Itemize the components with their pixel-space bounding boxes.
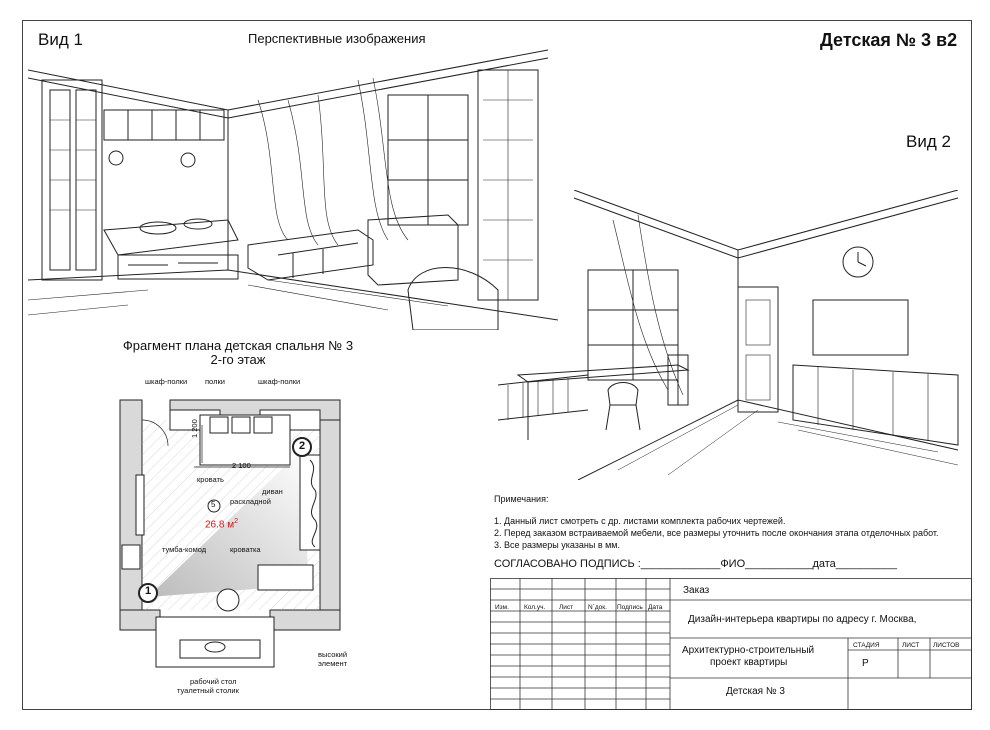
view1-perspective-drawing [28,40,558,330]
tb-sheet-header: ЛИСТ [902,642,920,649]
label-nightstand: тумба-комод [162,545,207,554]
label-dim-1200: 1 200 [190,419,199,438]
view1-label: Вид 1 [38,30,83,49]
room-floor-plan [110,385,350,690]
label-tall-element-line1: высокий [318,650,348,659]
label-bed: кровать [197,475,224,484]
label-tall-element-line2: элемент [318,659,348,668]
label-wardrobe-shelves-left: шкаф-полки [145,377,188,386]
label-sofa-line1: диван [262,487,283,496]
tb-sheet-name: Детская № 3 [726,686,785,697]
wall-right [320,420,340,630]
label-desk-line1: рабочий стол [190,677,237,686]
label-marker-2: 2 [299,440,306,452]
label-area-sup: 2 [234,518,239,525]
view2-label: Вид 2 [906,132,951,151]
label-marker-1: 1 [145,585,152,597]
label-shelves: полки [205,377,225,386]
label-dim-2100: 2 100 [232,461,251,470]
note-item-1: 1. Данный лист смотреть с др. листами комплекта рабочих чертежей. [494,516,786,526]
tb-col-kol: Кол.уч. [524,604,546,611]
label-room-number: 5 [211,500,216,509]
tb-col-list: Лист [559,604,574,611]
sheet-title: Детская № 3 в2 [820,30,958,50]
note-item-3: 3. Все размеры указаны в мм. [494,540,620,550]
tb-col-doc: N`док. [588,604,607,611]
label-area [205,518,238,530]
note-item-2: 2. Перед заказом встраиваемой мебели, все размеры уточнить после окончания этапа отделочных работ. [494,528,939,538]
label-area-value: 26.8 м [205,519,235,531]
approval-line: СОГЛАСОВАНО ПОДПИСЬ :_____________ФИО___________дата__________ [494,558,897,570]
tb-col-sign: Подпись [617,604,643,611]
label-crib: кроватка [230,545,261,554]
crib-outline [258,565,313,590]
label-desk-line2: туалетный столик [177,686,239,695]
tb-doc-line2: проект квартиры [710,657,788,668]
tb-stage-value: Р [862,658,869,669]
label-sofa-line2: раскладной [230,497,271,506]
perspective-caption: Перспективные изображения [248,31,426,46]
tb-doc-line1: Архитектурно-строительный [682,645,815,656]
tb-project: Дизайн-интерьера квартиры по адресу г. Москва, [688,614,917,625]
tb-sheets-header: ЛИСТОВ [933,642,960,649]
view2-perspective-drawing [498,190,968,480]
tb-order: Заказ [683,585,710,596]
plan-caption-line2: 2-го этаж [210,352,266,367]
notes-heading: Примечания: [494,494,549,504]
tb-col-date: Дата [648,604,663,611]
wall-bottom-right [270,610,340,630]
tb-stage-header: СТАДИЯ [853,642,880,649]
wall-bottom-left [120,610,160,630]
plan-caption-line1: Фрагмент плана детская спальня № 3 [122,338,354,353]
sofa-outline [300,455,320,550]
label-wardrobe-shelves-right: шкаф-полки [258,377,301,386]
tb-col-izm: Изм. [495,604,509,611]
